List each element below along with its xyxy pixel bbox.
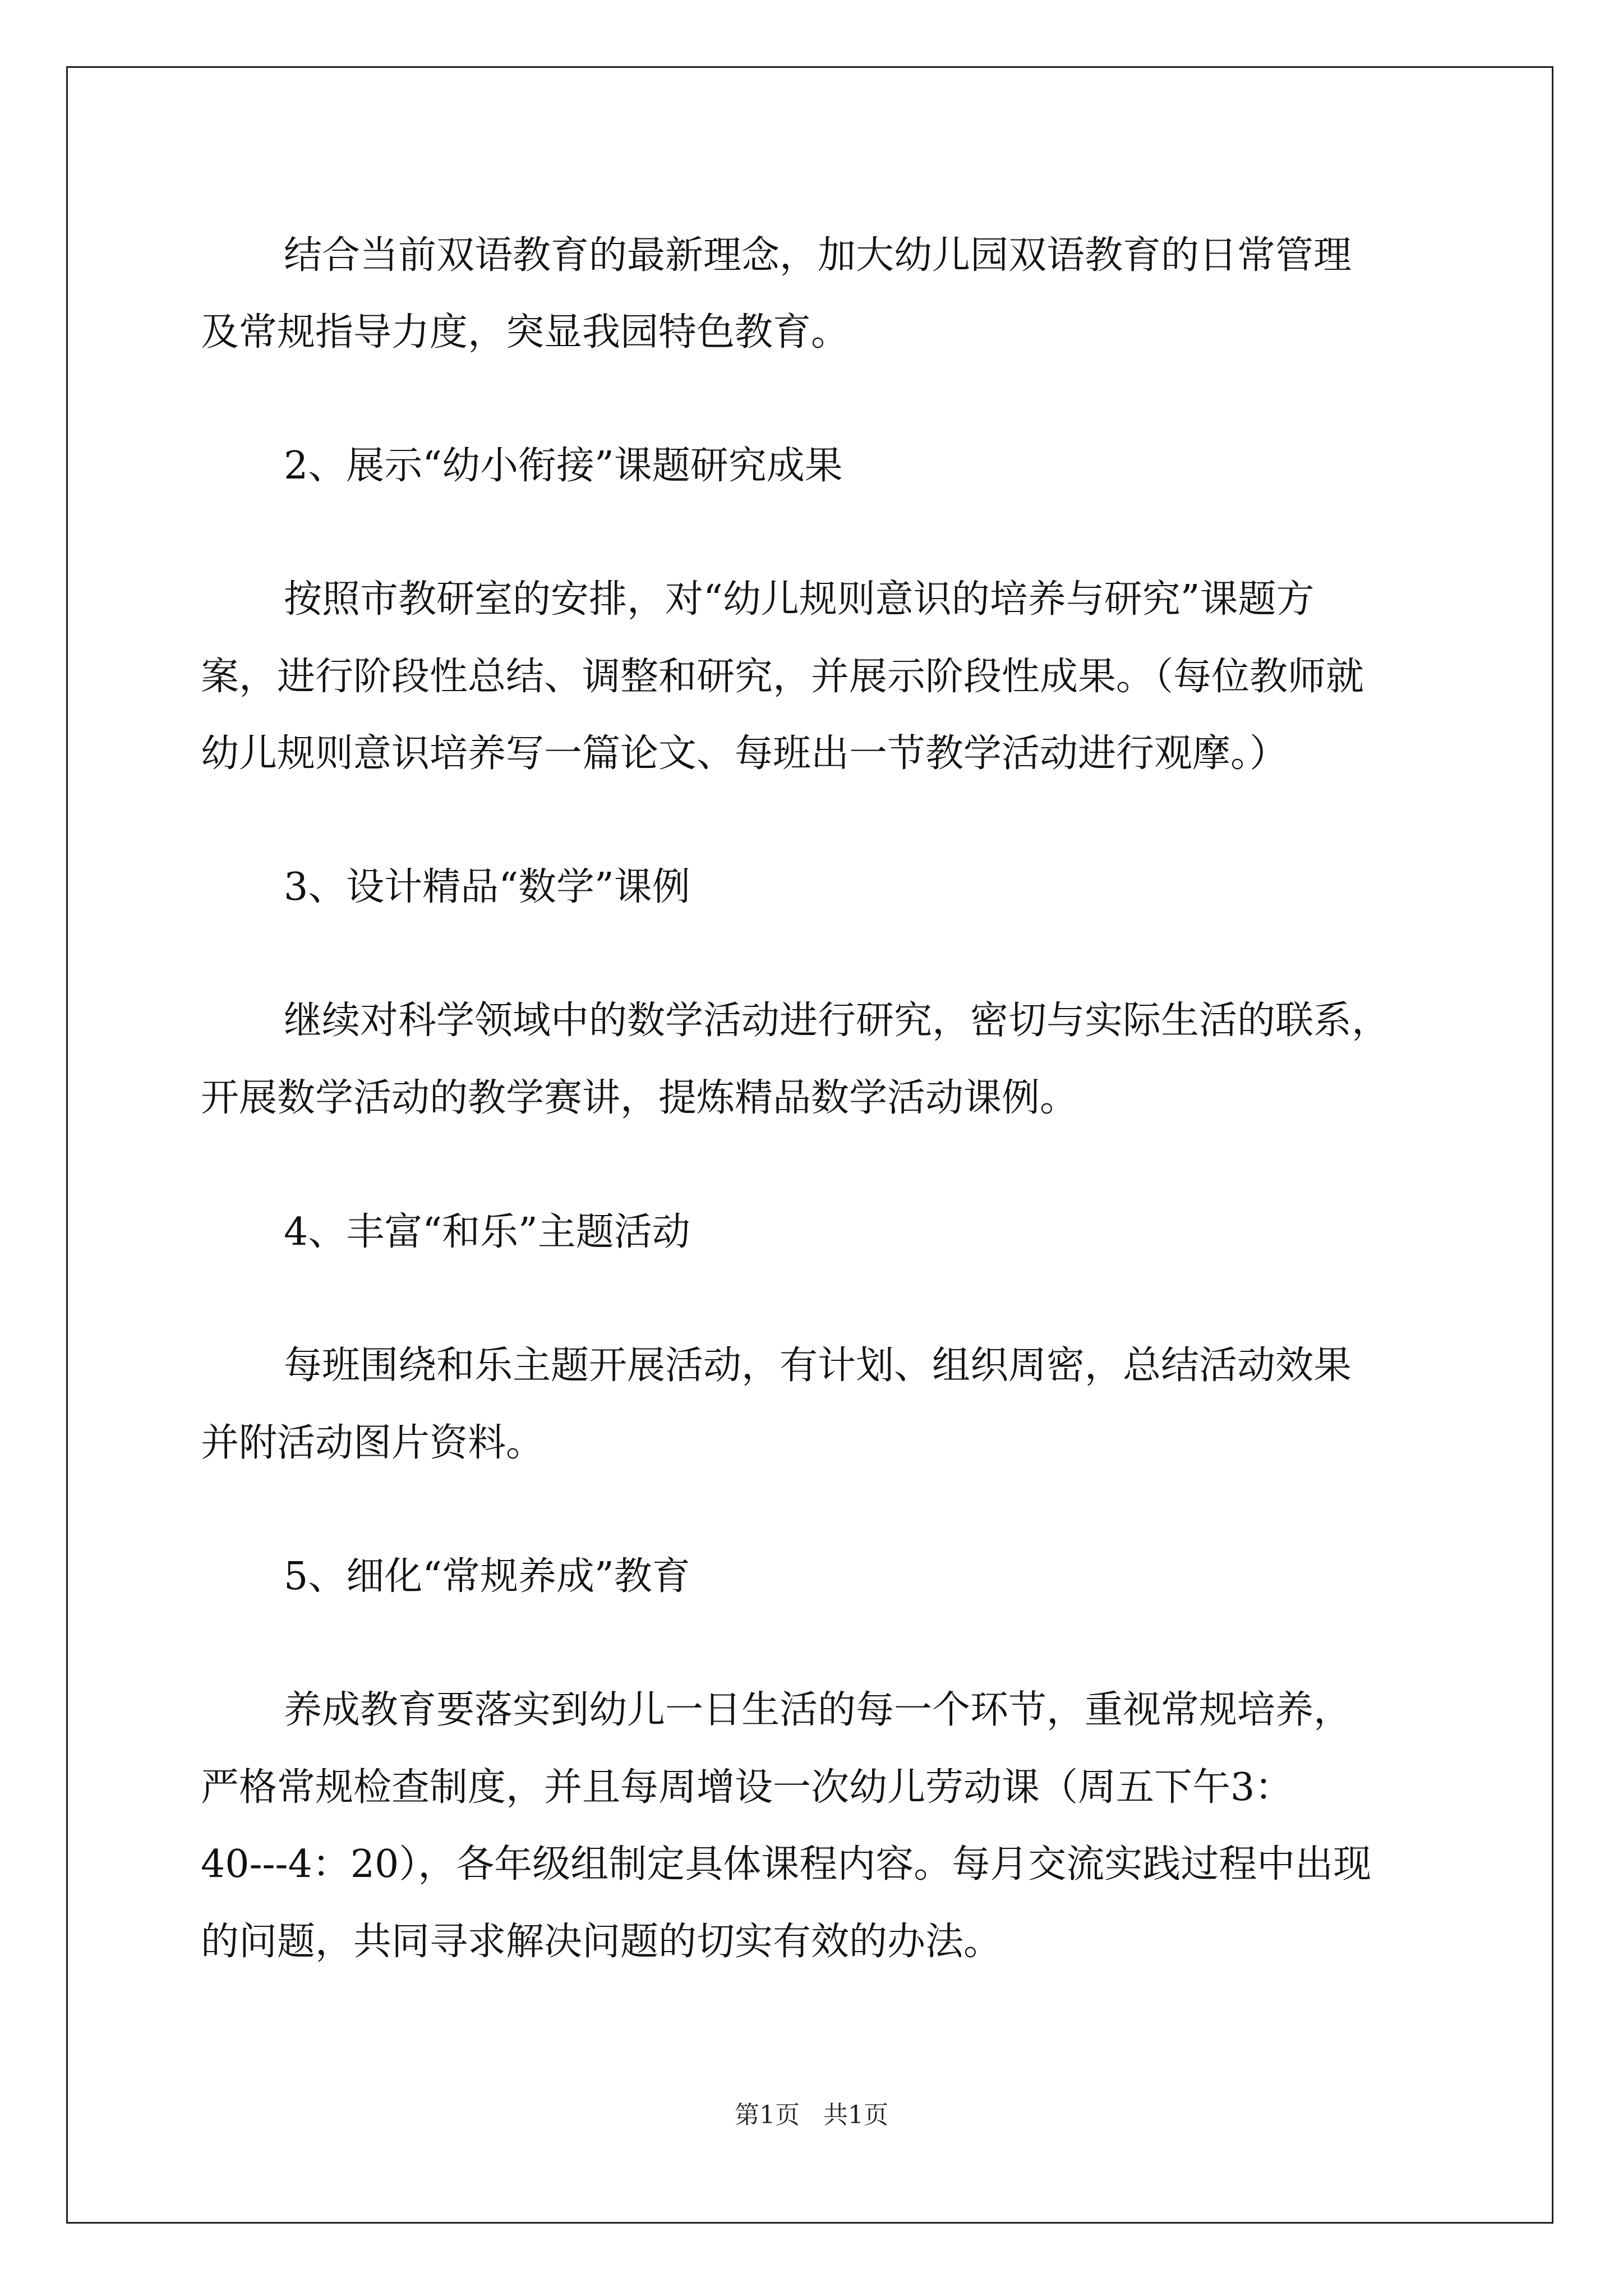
paragraph-line: 开展数学活动的教学赛讲，提炼精品数学活动课例。: [201, 1076, 1078, 1120]
paragraph-line: 继续对科学领域中的数学活动进行研究，密切与实际生活的联系，: [284, 999, 1390, 1043]
paragraph-line: 并附活动图片资料。: [201, 1421, 545, 1465]
section-heading: 3、设计精品“数学”课例: [284, 865, 690, 909]
section-heading: 4、丰富“和乐”主题活动: [284, 1210, 690, 1254]
paragraph-line: 养成教育要落实到幼儿一日生活的每一个环节，重视常规培养，: [284, 1688, 1352, 1732]
paragraph-line: 每班围绕和乐主题开展活动，有计划、组织周密，总结活动效果: [284, 1343, 1352, 1388]
paragraph-line: 按照市教研室的安排，对“幼儿规则意识的培养与研究”课题方: [284, 577, 1315, 622]
paragraph-line: 及常规指导力度，突显我园特色教育。: [201, 310, 850, 355]
paragraph-line: 严格常规检查制度，并且每周增设一次幼儿劳动课（周五下午3：: [201, 1765, 1293, 1810]
paragraph-line: 案，进行阶段性总结、调整和研究，并展示阶段性成果。（每位教师就: [201, 655, 1364, 699]
paragraph-line: 结合当前双语教育的最新理念，加大幼儿园双语教育的日常管理: [284, 233, 1352, 278]
page-number-footer: 第1页 共1页: [735, 2101, 888, 2129]
paragraph-line: 幼儿规则意识培养写一篇论文、每班出一节教学活动进行观摩。）: [201, 731, 1288, 776]
paragraph-line: 的问题，共同寻求解决问题的切实有效的办法。: [201, 1920, 1002, 1964]
paragraph-line: 40---4：20），各年级组制定具体课程内容。每月交流实践过程中出现: [201, 1842, 1372, 1887]
section-heading: 2、展示“幼小衔接”课题研究成果: [284, 444, 843, 488]
section-heading: 5、细化“常规养成”教育: [284, 1554, 690, 1599]
page-border: [66, 66, 1553, 2224]
